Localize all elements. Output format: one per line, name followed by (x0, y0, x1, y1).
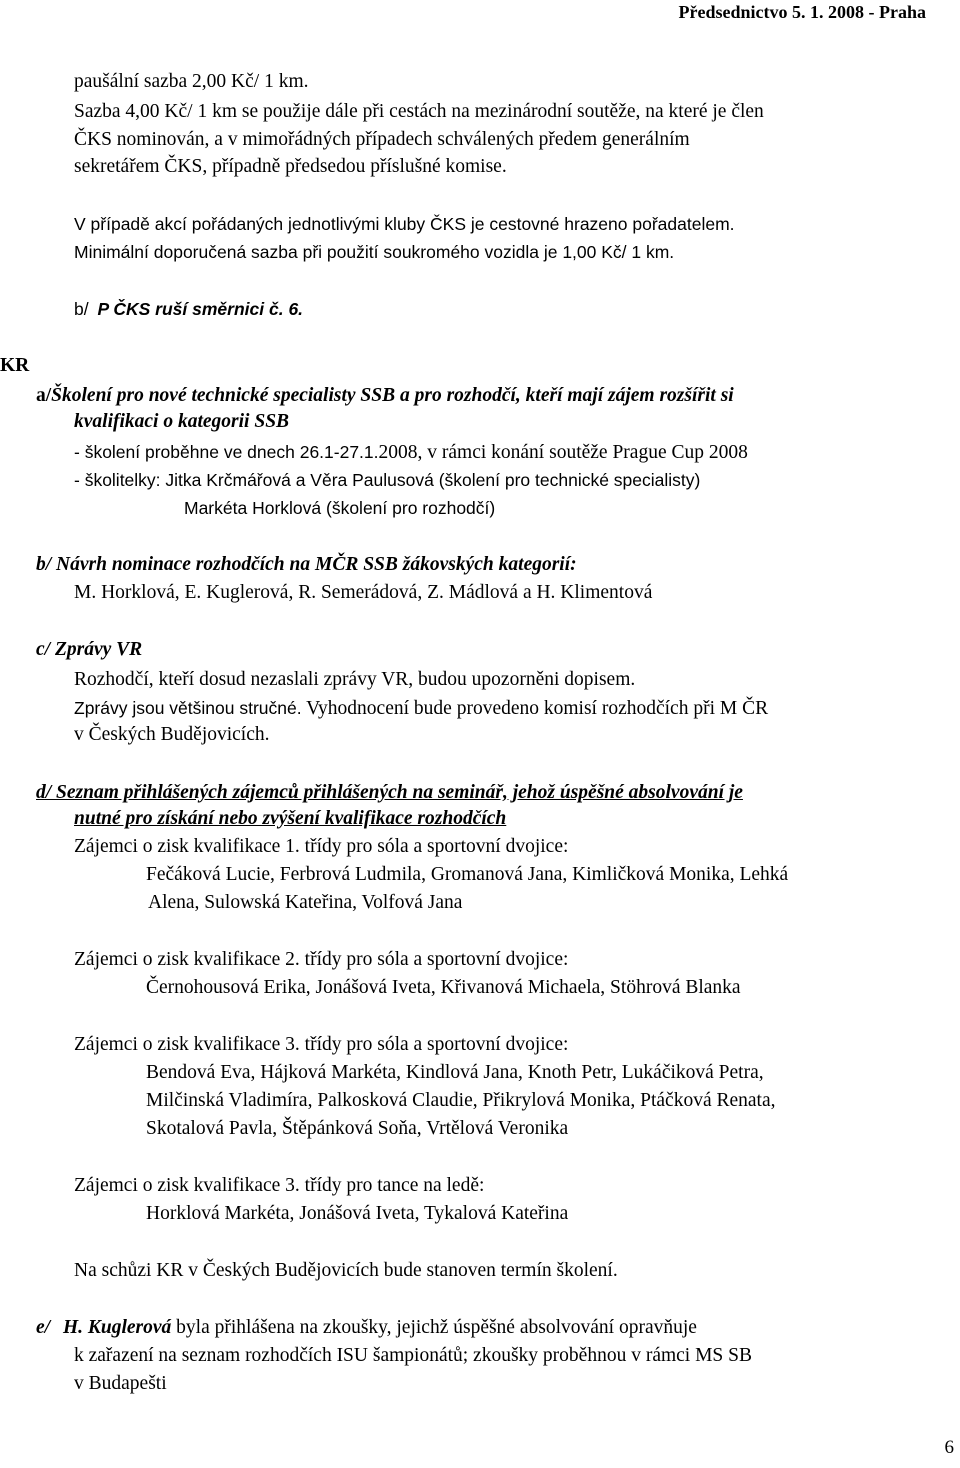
group-heading: Zájemci o zisk kvalifikace 2. třídy pro sóla a sportovní dvojice: (74, 949, 569, 970)
candidate-name: H. Kuglerová (62, 1317, 172, 1338)
running-header: Předsednictvo 5. 1. 2008 - Praha (678, 2, 926, 22)
trainers-line: - školitelky: Jitka Krčmářová a Věra Paulusová (školení pro technické specialisty) (74, 470, 701, 490)
group-heading: Zájemci o zisk kvalifikace 3. třídy pro sóla a sportovní dvojice: (74, 1034, 569, 1055)
reports-line: Rozhodčí, kteří dosud nezaslali zprávy VR, budou upozorněni dopisem. (74, 669, 636, 690)
section-label-kr: KR (0, 355, 30, 376)
private-vehicle-line: Minimální doporučená sazba při použití soukromého vozidla je 1,00 Kč/ 1 km. (74, 242, 675, 262)
reports-line: Zprávy jsou většinou stručné. Vyhodnocení bude provedeno komisí rozhodčích při M ČR (74, 698, 769, 719)
group-heading: Zájemci o zisk kvalifikace 3. třídy pro tance na ledě: (74, 1175, 485, 1196)
item-b-title: b/ Návrh nominace rozhodčích na MČR SSB žákovských kategorií: (36, 554, 577, 575)
item-d-title: d/ Seznam přihlášených zájemců přihlášených na seminář, jehož úspěšné absolvování je (36, 782, 743, 803)
reports-line: v Českých Budějovicích. (74, 724, 270, 745)
applicant-names: Horklová Markéta, Jonášová Iveta, Tykalová Kateřina (146, 1203, 569, 1224)
applicant-names: Milčinská Vladimíra, Palkosková Claudie, Přikrylová Monika, Ptáčková Renata, (146, 1090, 776, 1111)
item-d-title-cont: nutné pro získání nebo zvýšení kvalifikace rozhodčích (74, 808, 507, 829)
item-prefix: a/ (36, 385, 52, 406)
meeting-note: Na schůzi KR v Českých Budějovicích bude stanoven termín školení. (74, 1260, 618, 1281)
applicant-names: Černohousová Erika, Jonášová Iveta, Křivanová Michaela, Stöhrová Blanka (146, 977, 741, 998)
exam-line: k zařazení na seznam rozhodčích ISU šampionátů; zkoušky proběhnou v rámci MS SB (74, 1345, 752, 1366)
nomination-names: M. Horklová, E. Kuglerová, R. Semerádová, Z. Mádlová a H. Klimentová (74, 582, 653, 603)
club-events-line: V případě akcí pořádaných jednotlivými kluby ČKS je cestovné hrazeno pořadatelem. (74, 214, 735, 234)
group-heading: Zájemci o zisk kvalifikace 1. třídy pro sóla a sportovní dvojice: (74, 836, 569, 857)
applicant-names: Alena, Sulowská Kateřina, Volfová Jana (148, 892, 463, 913)
directive-cancel: P ČKS ruší směrnici č. 6. (97, 299, 304, 319)
training-title: Školení pro nové technické specialisty SSB a pro rozhodčí, kteří mají zájem rozšířit si (51, 385, 734, 406)
item-prefix: e/ (36, 1317, 51, 1338)
training-title-cont: kvalifikaci o kategorii SSB (74, 411, 290, 432)
travel-rate-line: Sazba 4,00 Kč/ 1 km se použije dále při cestách na mezinárodní soutěže, na které je člen (74, 101, 764, 122)
applicant-names: Skotalová Pavla, Štěpánková Soňa, Vrtělová Veronika (146, 1118, 569, 1139)
item-a-title (36, 384, 734, 408)
item-c-title: c/ Zprávy VR (36, 639, 143, 660)
travel-rate-line: ČKS nominován, a v mimořádných případech schválených předem generálním (74, 129, 690, 150)
page-number: 6 (944, 1437, 954, 1458)
training-date-line: - školení proběhne ve dnech 26.1-27.1.2008, v rámci konání soutěže Prague Cup 2008 (74, 442, 748, 463)
exam-line: v Budapešti (74, 1373, 167, 1394)
trainers-line: Markéta Horklová (školení pro rozhodčí) (184, 498, 496, 518)
item-prefix: b/ (74, 299, 89, 319)
directive-line (74, 297, 303, 321)
item-e-line: e/ H. Kuglerová byla přihlášena na zkoušky, jejichž úspěšné absolvování opravňuje (36, 1317, 697, 1338)
travel-rate-line: sekretářem ČKS, případně předsedou příslušné komise. (74, 156, 507, 177)
applicant-names: Bendová Eva, Hájková Markéta, Kindlová Jana, Knoth Petr, Lukáčiková Petra, (146, 1062, 764, 1083)
applicant-names: Fečáková Lucie, Ferbrová Ludmila, Gromanová Jana, Kimličková Monika, Lehká (146, 864, 789, 885)
travel-rate-line: paušální sazba 2,00 Kč/ 1 km. (74, 71, 309, 92)
